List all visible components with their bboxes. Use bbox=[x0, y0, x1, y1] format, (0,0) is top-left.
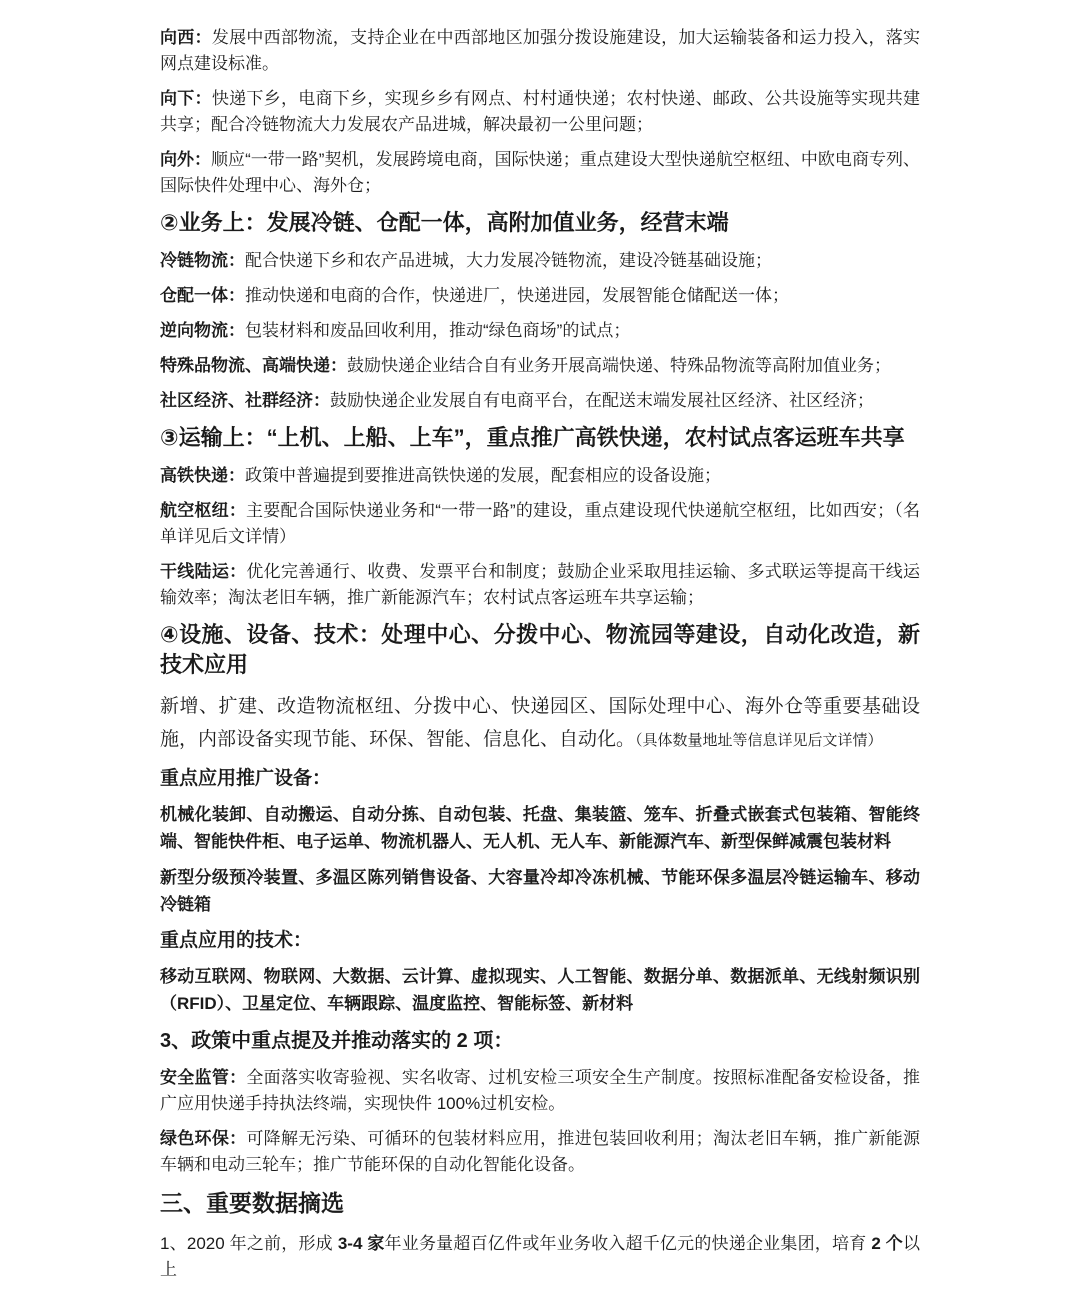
paragraph-direction-outward bbox=[160, 147, 920, 199]
paragraph-text: 1、2020 年之前，形成 bbox=[160, 1234, 338, 1253]
paragraph-label: 社区经济、社群经济： bbox=[160, 391, 330, 410]
paragraph-label: 高铁快递： bbox=[160, 466, 245, 485]
paragraph-text: 包装材料和废品回收利用，推动“绿色商场”的试点； bbox=[245, 321, 631, 340]
paragraph-text: 全面落实收寄验视、实名收寄、过机安检三项安全生产制度。按照标准配备安检设备，推广应用快递手持执法终端，实现快件 100%过机安检。 bbox=[160, 1068, 921, 1113]
paragraph-label: 向西： bbox=[160, 28, 212, 47]
section-heading-transport: ③运输上：“上机、上船、上车”，重点推广高铁快递，农村试点客运班车共享 bbox=[160, 425, 905, 450]
paragraph-community-economy bbox=[160, 388, 920, 414]
section-heading-two-items: 3、政策中重点提及并推动落实的 2 项： bbox=[160, 1030, 514, 1052]
paragraph-text: 配合快递下乡和农产品进城，大力发展冷链物流，建设冷链基础设施； bbox=[245, 251, 772, 270]
paragraph-safety-supervision bbox=[160, 1065, 920, 1117]
paragraph-label: 干线陆运： bbox=[160, 562, 247, 581]
paragraph-text: 鼓励快递企业发展自有电商平台，在配送末端发展社区经济、社区经济； bbox=[330, 391, 874, 410]
paragraph-aviation-hub bbox=[160, 498, 920, 550]
equipment-list-2: 新型分级预冷装置、多温区陈列销售设备、大容量冷却冷冻机械、节能环保多温层冷链运输车、移动冷链箱 bbox=[160, 868, 920, 914]
paragraph-text: 主要配合国际快递业务和“一带一路”的建设，重点建设现代快递航空枢纽，比如西安；（名单详见后文详情） bbox=[160, 501, 921, 546]
paragraph-reverse-logistics bbox=[160, 318, 920, 344]
paragraph-key-data-item1 bbox=[160, 1231, 920, 1283]
paragraph-label: 安全监管： bbox=[160, 1068, 247, 1087]
paragraph-text: 顺应“一带一路”契机，发展跨境电商，国际快递；重点建设大型快递航空枢纽、中欧电商专列、国际快件处理中心、海外仓； bbox=[160, 150, 920, 195]
paragraph-direction-down bbox=[160, 86, 920, 138]
technology-list: 移动互联网、物联网、大数据、云计算、虚拟现实、人工智能、数据分单、数据派单、无线射频识别（RFID）、卫星定位、车辆跟踪、温度监控、智能标签、新材料 bbox=[160, 967, 920, 1013]
section-heading-key-data: 三、重要数据摘选 bbox=[160, 1190, 344, 1216]
paragraph-label: 冷链物流： bbox=[160, 251, 245, 270]
paragraph-text: 政策中普遍提到要推进高铁快递的发展，配套相应的设备设施； bbox=[245, 466, 721, 485]
paragraph-hsr-express bbox=[160, 463, 920, 489]
paragraph-facility-intro bbox=[160, 690, 920, 757]
highlight-number: 2 个 bbox=[871, 1234, 903, 1253]
paragraph-warehouse-integration bbox=[160, 283, 920, 309]
section-heading-facility: ④设施、设备、技术：处理中心、分拨中心、物流园等建设，自动化改造，新技术应用 bbox=[160, 622, 920, 677]
paragraph-label: 特殊品物流、高端快递： bbox=[160, 356, 347, 375]
highlight-number: 3-4 家 bbox=[337, 1234, 385, 1253]
paragraph-note: （具体数量地址等信息详见后文详情） bbox=[635, 732, 883, 749]
subheading-equipment: 重点应用推广设备： bbox=[160, 768, 332, 789]
subheading-technology: 重点应用的技术： bbox=[160, 930, 313, 951]
paragraph-label: 绿色环保： bbox=[160, 1129, 247, 1148]
paragraph-direction-west bbox=[160, 25, 920, 77]
paragraph-label: 仓配一体： bbox=[160, 286, 245, 305]
paragraph-text: 快递下乡，电商下乡，实现乡乡有网点、村村通快递；农村快递、邮政、公共设施等实现共建共享；配合冷链物流大力发展农产品进城，解决最初一公里问题； bbox=[160, 89, 921, 134]
paragraph-label: 向外： bbox=[160, 150, 212, 169]
paragraph-text: 鼓励快递企业结合自有业务开展高端快递、特殊品物流等高附加值业务； bbox=[347, 356, 891, 375]
paragraph-text: 可降解无污染、可循环的包装材料应用，推进包装回收利用；淘汰老旧车辆，推广新能源车辆和电动三轮车；推广节能环保的自动化智能化设备。 bbox=[160, 1129, 921, 1174]
paragraph-text: 优化完善通行、收费、发票平台和制度；鼓励企业采取甩挂运输、多式联运等提高干线运输效率；淘汰老旧车辆，推广新能源汽车；农村试点客运班车共享运输； bbox=[160, 562, 921, 607]
paragraph-text: 年业务量超百亿件或年业务收入超千亿元的快递企业集团，培育 bbox=[384, 1234, 872, 1253]
section-heading-business: ②业务上：发展冷链、仓配一体，高附加值业务，经营末端 bbox=[160, 210, 729, 235]
paragraph-text: 新增、扩建、改造物流枢纽、分拨中心、快递园区、国际处理中心、海外仓等重要基础设施，内部设备实现节能、环保、智能、信息化、自动化。 bbox=[160, 696, 920, 750]
paragraph-special-goods bbox=[160, 353, 920, 379]
paragraph-text: 发展中西部物流，支持企业在中西部地区加强分拨设施建设，加大运输装备和运力投入，落实网点建设标准。 bbox=[160, 28, 921, 73]
paragraph-label: 向下： bbox=[160, 89, 212, 108]
paragraph-cold-chain bbox=[160, 248, 920, 274]
paragraph-label: 航空枢纽： bbox=[160, 501, 247, 520]
paragraph-trunk-transport bbox=[160, 559, 920, 611]
equipment-list-1: 机械化装卸、自动搬运、自动分拣、自动包装、托盘、集装篮、笼车、折叠式嵌套式包装箱、智能终端、智能快件柜、电子运单、物流机器人、无人机、无人车、新能源汽车、新型保鲜减震包装材料 bbox=[160, 805, 920, 851]
paragraph-green-environment bbox=[160, 1126, 920, 1178]
paragraph-text: 推动快递和电商的合作，快递进厂，快递进园，发展智能仓储配送一体； bbox=[245, 286, 789, 305]
paragraph-text: 以上 bbox=[160, 1234, 920, 1279]
paragraph-label: 逆向物流： bbox=[160, 321, 245, 340]
